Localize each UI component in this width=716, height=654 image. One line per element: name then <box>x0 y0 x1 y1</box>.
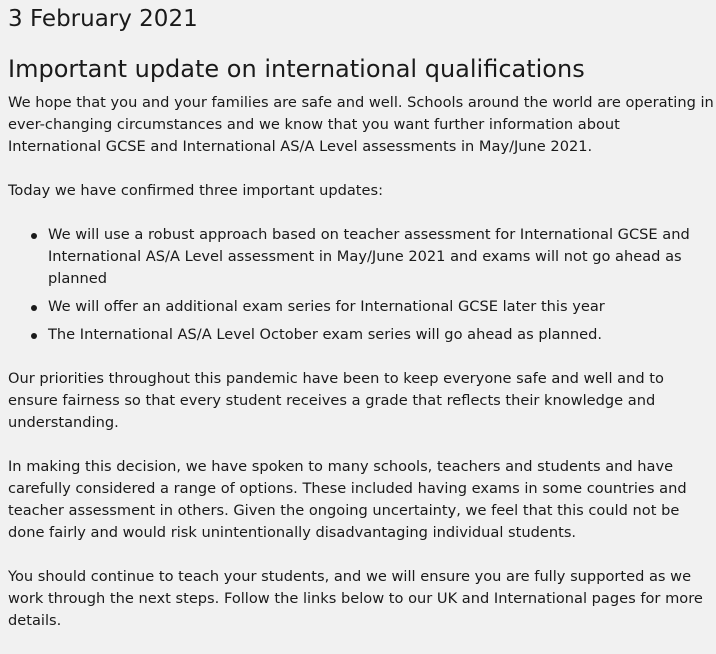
article-date: 3 February 2021 <box>8 6 198 32</box>
update-item: We will use a robust approach based on teacher assessment for International GCSE and International AS/A Level assessment in May/June 2021 and exams will not go ahead as planned <box>8 224 714 290</box>
updates-list <box>8 224 714 346</box>
update-item: The International AS/A Level October exam series will go ahead as planned. <box>8 324 714 346</box>
article-title: Important update on international qualifications <box>8 55 585 83</box>
priorities-paragraph: Our priorities throughout this pandemic have been to keep everyone safe and well and to ensure fairness so that every student receives a grade that reflects their knowledge and understanding. <box>8 370 664 431</box>
closing-paragraph: You should continue to teach your students, and we will ensure you are fully supported as we work through the next steps. Follow the links below to our UK and International pages for more details. <box>8 568 703 629</box>
updates-lead-paragraph: Today we have confirmed three important updates: <box>8 182 384 199</box>
intro-paragraph: We hope that you and your families are safe and well. Schools around the world are operating in ever-changing circumstances and we know that you want further information about International GCSE and International AS/A Level assessments in May/June 2021. <box>8 94 714 155</box>
update-item: We will offer an additional exam series for International GCSE later this year <box>8 296 714 318</box>
article-body <box>8 92 714 654</box>
decision-paragraph: In making this decision, we have spoken to many schools, teachers and students and have carefully considered a range of options. These included having exams in some countries and teacher assessment in others. Given the ongoing uncertainty, we feel that this could not be done fairly and would risk unintentionally disadvantaging individual students. <box>8 458 687 541</box>
